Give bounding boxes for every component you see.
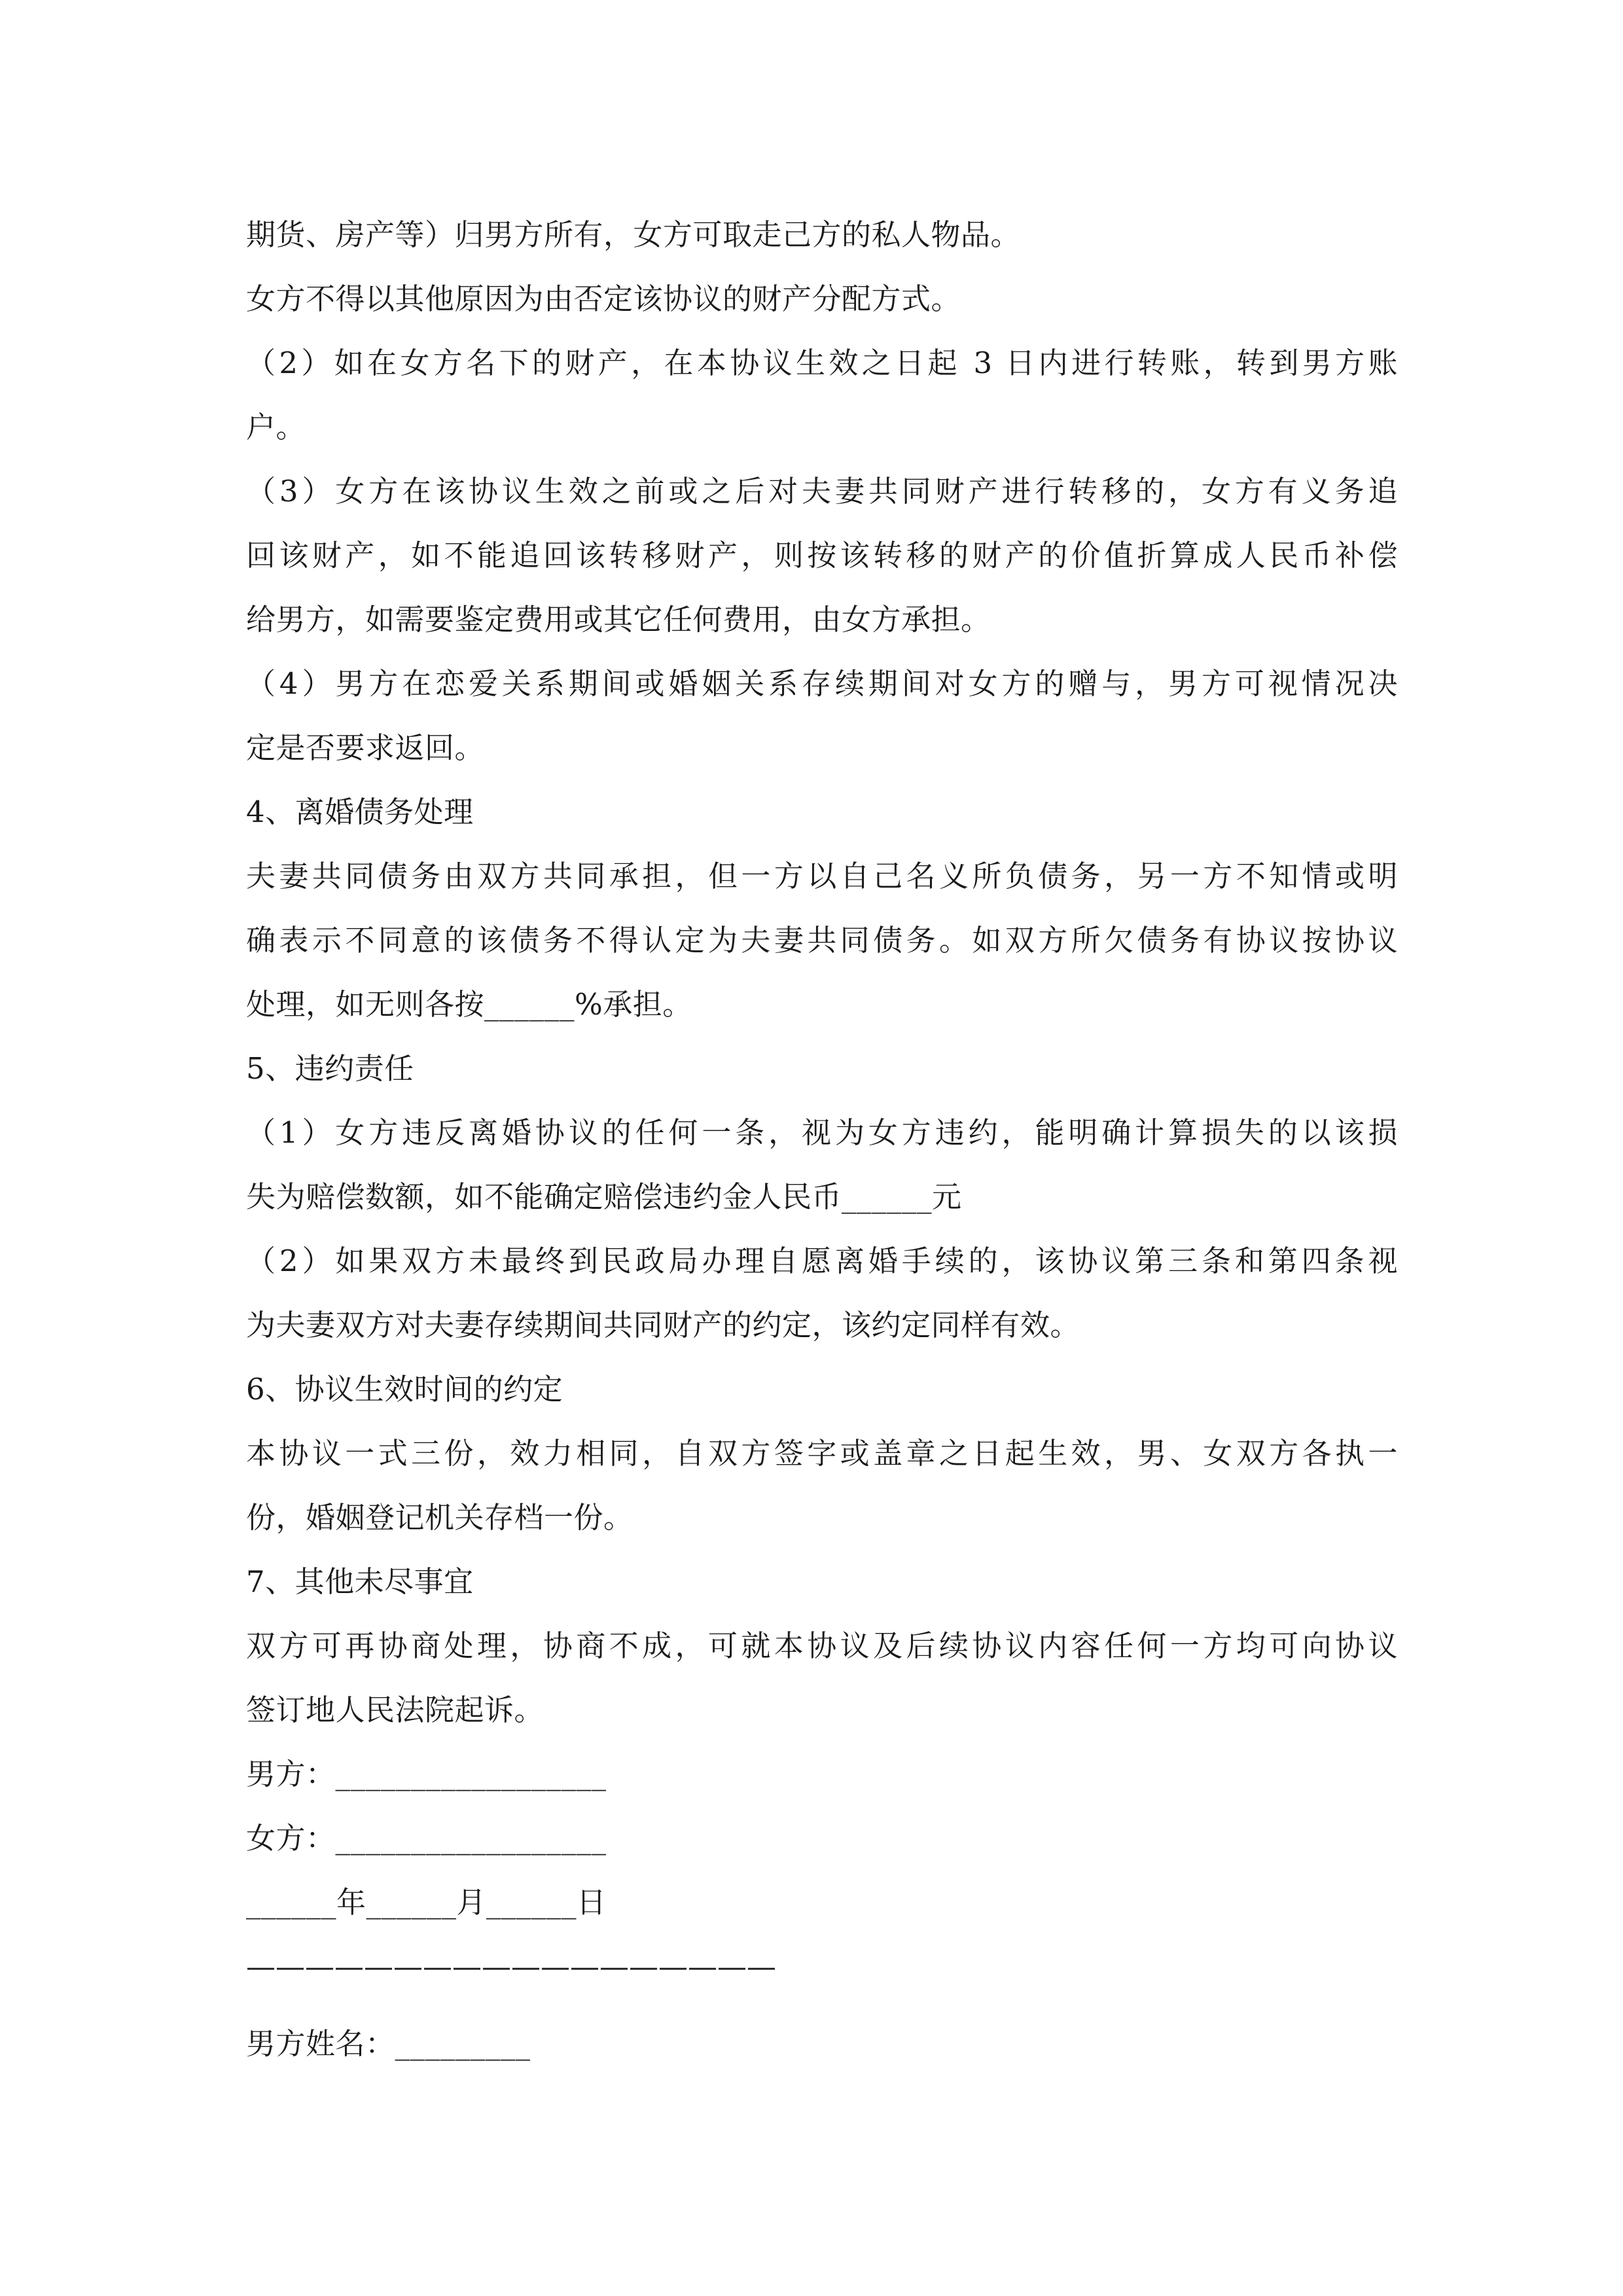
text-line: （2）如果双方未最终到民政局办理自愿离婚手续的，该协议第三条和第四条视 xyxy=(246,1244,1398,1278)
text-line: （4）男方在恋爱关系期间或婚姻关系存续期间对女方的赠与，男方可视情况决 xyxy=(246,666,1398,701)
section-heading-liability: 5、违约责任 xyxy=(246,1051,414,1086)
text-line: 双方可再协商处理，协商不成，可就本协议及后续协议内容任何一方均可向协议 xyxy=(246,1628,1398,1663)
male-name-field: 男方姓名：_________ xyxy=(246,2026,531,2061)
date-line: ______年______月______日 xyxy=(246,1885,607,1920)
text-line: 处理，如无则各按______%承担。 xyxy=(246,987,692,1022)
signature-line-female: 女方：__________________ xyxy=(246,1821,607,1856)
section-heading-other-matters: 7、其他未尽事宜 xyxy=(246,1564,474,1599)
text-line: 签订地人民法院起诉。 xyxy=(246,1693,544,1727)
text-line: （1）女方违反离婚协议的任何一条，视为女方违约，能明确计算损失的以该损 xyxy=(246,1115,1398,1150)
text-line: 回该财产，如不能追回该转移财产，则按该转移的财产的价值折算成人民币补偿 xyxy=(246,538,1398,573)
text-line: 期货、房产等）归男方所有，女方可取走己方的私人物品。 xyxy=(246,217,1021,252)
text-line: 为夫妻双方对夫妻存续期间共同财产的约定，该约定同样有效。 xyxy=(246,1308,1080,1342)
signature-line-male: 男方：__________________ xyxy=(246,1757,607,1791)
text-line: 份，婚姻登记机关存档一份。 xyxy=(246,1500,633,1535)
separator-rule: —————————————————— xyxy=(246,1949,776,1984)
text-line: 本协议一式三份，效力相同，自双方签字或盖章之日起生效，男、女双方各执一 xyxy=(246,1436,1398,1471)
text-line: 确表示不同意的该债务不得认定为夫妻共同债务。如双方所欠债务有协议按协议 xyxy=(246,923,1398,958)
text-line: 夫妻共同债务由双方共同承担，但一方以自己名义所负债务，另一方不知情或明 xyxy=(246,859,1398,893)
spacer xyxy=(246,1999,1398,2012)
text-line: （2）如在女方名下的财产，在本协议生效之日起 3 日内进行转账，转到男方账 xyxy=(246,346,1398,380)
text-line: 给男方，如需要鉴定费用或其它任何费用，由女方承担。 xyxy=(246,602,991,637)
text-line: 女方不得以其他原因为由否定该协议的财产分配方式。 xyxy=(246,281,961,316)
section-heading-effective-time: 6、协议生效时间的约定 xyxy=(246,1372,563,1407)
text-line: 定是否要求返回。 xyxy=(246,730,485,765)
document-body xyxy=(246,203,1398,2076)
section-heading-debt: 4、离婚债务处理 xyxy=(246,795,474,829)
text-line: （3）女方在该协议生效之前或之后对夫妻共同财产进行转移的，女方有义务追 xyxy=(246,474,1398,509)
text-line: 失为赔偿数额，如不能确定赔偿违约金人民币______元 xyxy=(246,1179,962,1214)
text-line: 户。 xyxy=(246,410,306,444)
